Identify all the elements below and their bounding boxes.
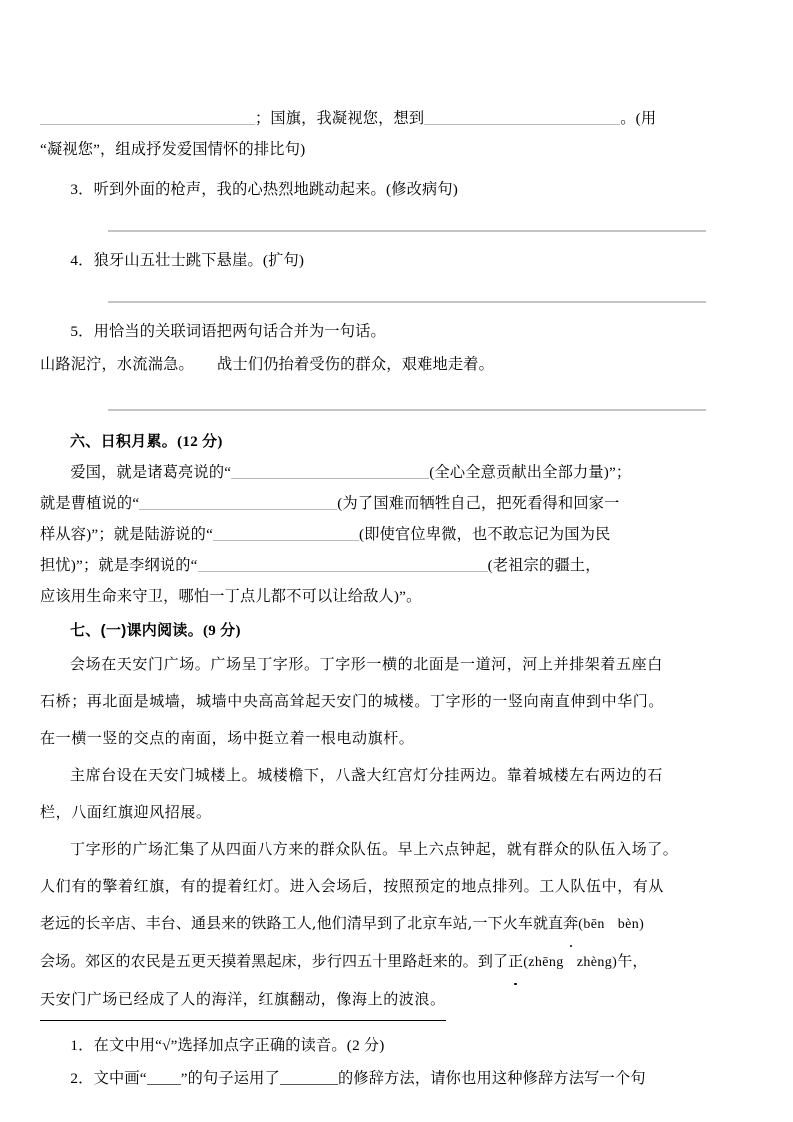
reading-q1-text: 在文中用“√”选择加点字正确的读音。(2 分) <box>93 1037 385 1054</box>
question-5-number: 5． <box>70 323 94 340</box>
s6-blank-zhugeliang[interactable] <box>231 463 429 479</box>
passage-p3-line2: 人们有的擎着红旗，有的提着红灯。进入会场后，按照预定的地点排列。工人队伍中，有从 <box>40 877 665 895</box>
passage-pinyin-line-zheng <box>40 943 754 981</box>
passage-line4-text: 老远的长辛店、丰台、通县来的铁路工人,他们清早到了北京车站,一下火车就直 <box>40 914 564 932</box>
pinyin-option-zheng1[interactable]: zhēng <box>528 955 564 970</box>
question-4-text: 狼牙山五壮士跳下悬崖。(扩句) <box>93 252 305 269</box>
s6-blank-caozhi[interactable] <box>139 494 337 510</box>
question-3 <box>40 173 754 206</box>
underlined-sentence: 天安门广场已经成了人的海洋，红旗翻动，像海上的波浪。 <box>40 981 446 1021</box>
passage-pinyin-line-ben <box>40 905 754 943</box>
carryover-question-line <box>40 103 754 134</box>
s6-l3-b: (即使官位卑微，也不敢忘记为国为民 <box>359 526 611 543</box>
passage-p1-line3: 在一横一竖的交点的南面，场中挺立着一根电动旗杆。 <box>40 729 415 747</box>
passage-p2-line2: 栏，八面红旗迎风招展。 <box>40 803 212 821</box>
page-content <box>40 103 754 1095</box>
section-six-line-3 <box>40 519 754 550</box>
reading-q2-blank-2[interactable] <box>280 1070 338 1085</box>
reading-question-2 <box>40 1062 754 1095</box>
section-six-line-4 <box>40 550 754 581</box>
s6-l4-b: (老祖宗的疆土， <box>487 557 601 574</box>
section-six-line-2 <box>40 488 754 519</box>
question-5-text: 用恰当的关联词语把两句话合并为一句话。 <box>93 323 386 340</box>
reading-q2-blank-1[interactable] <box>147 1070 181 1085</box>
reading-q2-suffix: 的修辞方法，请你也用这种修辞方法写一个句 <box>337 1070 646 1087</box>
pinyin-option-ben2[interactable]: bèn <box>617 917 640 932</box>
question-4-number: 4． <box>70 252 94 269</box>
passage-paragraph-1 <box>40 646 754 683</box>
s6-l1-a: 爱国，就是诸葛亮说的“ <box>70 464 232 481</box>
passage-paragraph-3 <box>40 831 754 868</box>
reading-q2-number: 2． <box>70 1070 94 1087</box>
reading-q2-prefix: 文中画“ <box>93 1070 147 1087</box>
reading-question-list <box>40 1029 754 1095</box>
carryover-tail-text: ；国旗，我凝视您，想到 <box>255 110 425 127</box>
section-six-line-5: 应该用生命来守卫，哪怕一丁点儿都不可以让给敌人)”。 <box>40 588 422 605</box>
reading-q1-number: 1． <box>70 1037 94 1054</box>
s6-l1-b: (全心全意贡献出全部力量)”； <box>429 464 632 481</box>
section-six-line-1 <box>40 457 754 488</box>
passage-p3-line1: 丁字形的广场汇集了从四面八方来的群众队伍。早上六点钟起，就有群众的队伍入场了。 <box>70 840 679 858</box>
passage-line5-tail: 午， <box>617 952 648 970</box>
passage-p1-line2: 石桥；再北面是城墙，城墙中央高高耸起天安门的城楼。丁字形的一竖向南直伸到中华门。 <box>40 692 665 710</box>
question-3-number: 3． <box>70 181 94 198</box>
passage-underlined-line <box>40 981 754 1021</box>
pinyin-group-ben[interactable]: (bēn bèn) <box>578 917 645 932</box>
passage-line5-text: 会场。郊区的农民是五更天摸着黑起床，步行四五十里路赶来的。到了 <box>40 952 509 970</box>
s6-blank-ligang[interactable] <box>198 556 488 572</box>
passage-p2-line1: 主席台设在天安门城楼上。城楼檐下，八盏大红宫灯分挂两边。靠着城楼左右两边的石 <box>70 766 663 784</box>
dotted-char-ben: 奔 <box>563 905 578 942</box>
dotted-char-zheng: 正 <box>508 943 523 980</box>
section-six-title: 六、日积月累。 <box>70 433 178 450</box>
question-3-text: 听到外面的枪声，我的心热烈地跳动起来。(修改病句) <box>93 181 459 198</box>
s6-l3-a: 样从容)”；就是陆游说的“ <box>40 526 214 543</box>
s6-l4-a: 担忧)”；就是李纲说的“ <box>40 557 198 574</box>
reading-q2-middle: ”的句子运用了 <box>180 1070 280 1087</box>
reading-question-1 <box>40 1029 754 1062</box>
question-5-subtext: 山路泥泞，水流湍急。 战士们仍抬着受伤的群众，艰难地走着。 <box>40 356 495 373</box>
carryover-blank-1[interactable] <box>40 109 255 125</box>
pinyin-option-zheng2[interactable]: zhèng <box>576 955 613 970</box>
s6-blank-luyou[interactable] <box>213 525 359 541</box>
carryover-end-text: 。(用 <box>620 110 657 127</box>
section-seven-title: 七、(一)课内阅读。 <box>70 622 203 639</box>
question-5 <box>40 315 754 348</box>
passage-paragraph-2 <box>40 757 754 794</box>
section-six-points: (12 分) <box>177 434 223 450</box>
pinyin-option-ben1[interactable]: bēn <box>583 917 605 932</box>
section-six-heading <box>40 427 754 457</box>
section-seven-heading <box>40 616 754 646</box>
pinyin-group-zheng[interactable]: (zhēng zhèng) <box>523 955 618 970</box>
carryover-hint-line: “凝视您”，组成抒发爱国情怀的排比句) <box>40 141 306 158</box>
s6-l2-a: 就是曹植说的“ <box>40 495 140 512</box>
carryover-blank-2[interactable] <box>424 109 620 125</box>
question-4 <box>40 244 754 277</box>
reading-passage <box>40 646 754 1021</box>
section-seven-points: (9 分) <box>203 623 241 639</box>
passage-p1-line1: 会场在天安门广场。广场呈丁字形。丁字形一横的北面是一道河，河上并排架着五座白 <box>70 655 663 673</box>
s6-l2-b: (为了国难而牺牲自己，把死看得和回家一 <box>337 495 620 512</box>
